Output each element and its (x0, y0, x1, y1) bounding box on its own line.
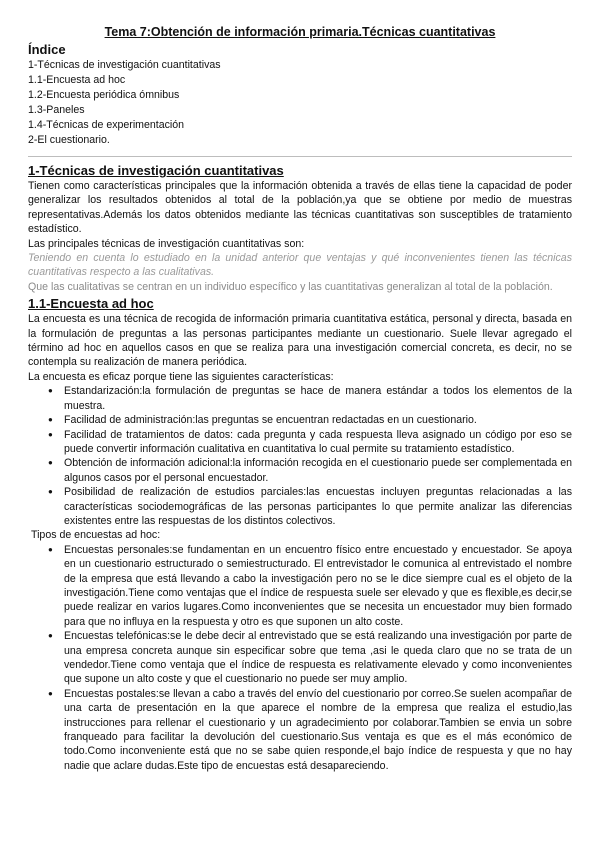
types-list (28, 543, 572, 774)
list-item: ● Facilidad de administración:las preguntas se encuentran redactadas en un cuestionario. (64, 413, 572, 427)
document-page (28, 24, 572, 773)
horizontal-divider (28, 156, 572, 157)
list-item: ● Obtención de información adicional:la información recogida en el cuestionario puede ser complementada en algunos casos por el personal encuestador. (64, 456, 572, 485)
list-item: ● Facilidad de tratamientos de datos: cada pregunta y cada respuesta lleva asignado un código por eso se puede convertir información cualitativa en cuantitativa lo cual permite su tratamiento estadístico. (64, 428, 572, 457)
list-item: ● Posibilidad de realización de estudios parciales:las encuestas incluyen preguntas relacionadas a las características sociodemográficas de las personas participantes lo que permite analizar las diferencias existentes entre las respuestas de los distintos colectivos. (64, 485, 572, 528)
section1-intro: Las principales técnicas de investigación cuantitativas son: (28, 237, 305, 250)
index-item: 1.3-Paneles (28, 104, 85, 116)
types-intro: Tipos de encuestas ad hoc: (31, 529, 161, 542)
index-item: 1.2-Encuesta periódica ómnibus (28, 89, 180, 101)
exercise-answer: Que las cualitativas se centran en un individuo específico y las cuantitativas generalizan al total de la población. (28, 280, 553, 293)
section1-paragraph: Tienen como características principales que la información obtenida a través de ellas tiene la capacidad de poder generalizar los resultados obtenidos al total de la población,ya que se obtiene por medio de muestras representativas.Además los datos obtenidos mediante las técnicas cuantitativas son susceptibles de tratamiento estadístico. (28, 180, 572, 236)
list-item: ● Encuestas telefónicas:se le debe decir al entrevistado que se está realizando una investigación por parte de una empresa concreta aunque sin especificar sobre que tema ,asi le queda claro que no se trata de un vendedor.Tiene como ventaja que el índice de respuesta es relativamente elevado y como inconvenientes que supone un alto coste y que el cuestionario no puede ser muy amplio. (64, 629, 572, 687)
index-item: 1.4-Técnicas de experimentación (28, 119, 185, 131)
list-item: ● Estandarización:la formulación de preguntas se hace de manera estándar a todos los elementos de la muestra. (64, 384, 572, 413)
index-item: 1-Técnicas de investigación cuantitativas (28, 59, 221, 71)
exercise-question: Teniendo en cuenta lo estudiado en la unidad anterior que ventajas y qué inconvenientes tienen las técnicas cuantitativas respecto a las cualitativas. (28, 252, 572, 279)
list-item: ● Encuestas personales:se fundamentan en un encuentro físico entre encuestado y encuestador. Se apoya en un cuestionario estructurado o semiestructurado. El entrevistador le comunica al entrevistado el nombre de la empresa que está llevando a cabo la investigación pero no se le dice siempre cual es el objeto de la investigación.Tiene como ventajas que el índice de respuesta suele ser elevado y que es flexible,es decir,se puede realizar en varios lugares.Como inconvenientes que se necesita un encuestador muy bien formado para que no influya en la respuesta y otro es que suponen un alto coste. (64, 543, 572, 629)
section-heading-1: 1-Técnicas de investigación cuantitativas (28, 163, 284, 178)
index-heading: Índice (28, 42, 66, 57)
document-title: Tema 7:Obtención de información primaria.Técnicas cuantitativas (104, 25, 496, 39)
characteristics-intro: La encuesta es eficaz porque tiene las siguientes características: (28, 370, 334, 383)
section-heading-1-1: 1.1-Encuesta ad hoc (28, 296, 154, 312)
list-item: ● Encuestas postales:se llevan a cabo a través del envío del cuestionario por correo.Se suelen acompañar de una carta de presentación en la que aparece el nombre de la empresa que realiza el estudio,las instrucciones para rellenar el cuestionario y un agradecimiento por colaborar.Tambien se envia un sobre franqueado para facilitar la devolución del cuestionario.Sus ventaja es que es el más económico de todo.Como inconveniente está que no se sabe quien responde,el bajo índice de respuesta y que no hay nadie que aclare dudas.Este tipo de encuestas está desapareciendo. (64, 687, 572, 773)
index-item: 1.1-Encuesta ad hoc (28, 74, 126, 86)
index-item: 2-El cuestionario. (28, 134, 110, 146)
characteristics-list (28, 384, 572, 528)
section11-paragraph: La encuesta es una técnica de recogida de información primaria cuantitativa estática, personal y directa, basada en la formulación de preguntas a las personas participantes mediante un cuestionario. Suele llevar agregado el término ad hoc en aquellos casos en que se realiza para una investigación comercial concreta, es decir, no se contempla su realización de manera periódica. (28, 313, 572, 369)
